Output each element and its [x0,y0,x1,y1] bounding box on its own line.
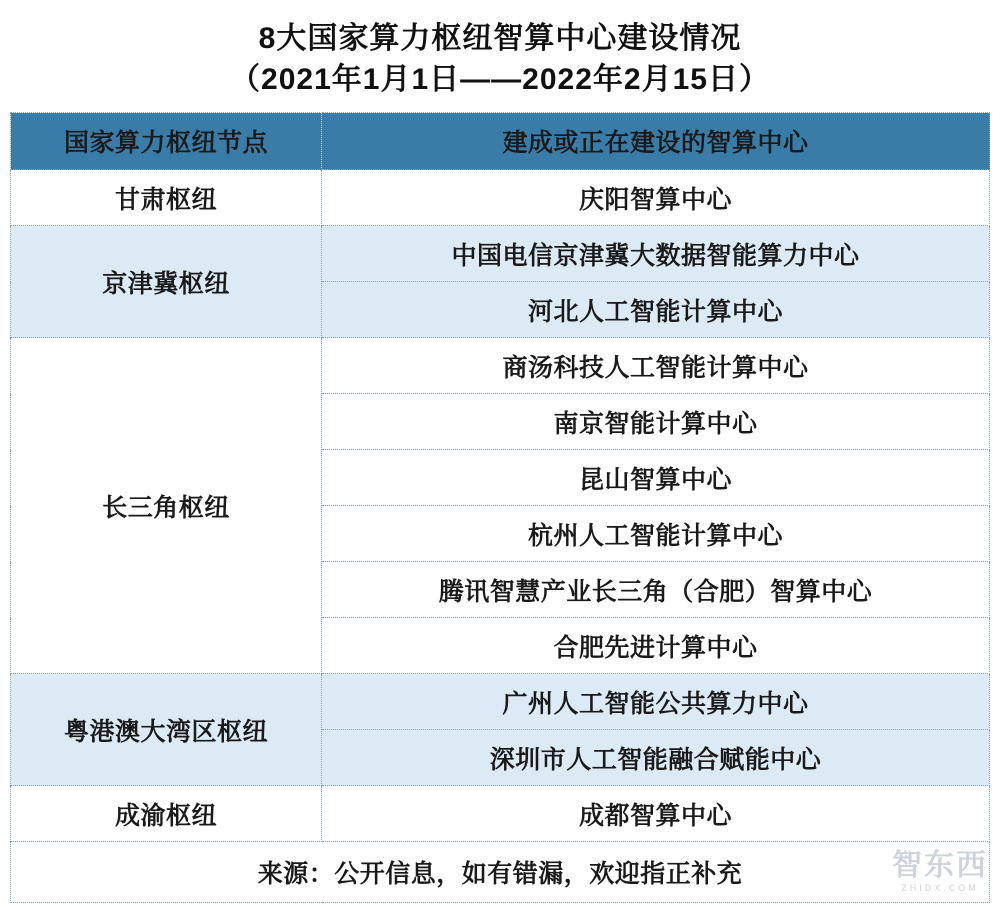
node-cell-gansu: 甘肃枢纽 [11,170,322,226]
center-cell: 中国电信京津冀大数据智能算力中心 [322,226,990,282]
center-cell: 腾讯智慧产业长三角（合肥）智算中心 [322,562,990,618]
table-body [11,170,990,903]
title-line-1: 8大国家算力枢纽智算中心建设情况 [258,22,742,55]
center-cell: 南京智能计算中心 [322,394,990,450]
center-cell: 深圳市人工智能融合赋能中心 [322,730,990,786]
center-cell: 商汤科技人工智能计算中心 [322,338,990,394]
center-cell: 庆阳智算中心 [322,170,990,226]
column-header-node: 国家算力枢纽节点 [11,113,322,170]
table-source-row [11,842,990,903]
node-cell-chengyu: 成渝枢纽 [11,786,322,842]
title-line-2: （2021年1月1日——2022年2月15日） [230,63,770,96]
center-cell: 杭州人工智能计算中心 [322,506,990,562]
node-cell-yangtze-delta: 长三角枢纽 [11,338,322,674]
column-header-center: 建成或正在建设的智算中心 [322,113,990,170]
table-row [11,170,990,226]
source-note: 来源：公开信息，如有错漏，欢迎指正补充 [11,842,990,903]
center-cell: 广州人工智能公共算力中心 [322,674,990,730]
smart-computing-center-table [10,112,990,903]
center-cell: 成都智算中心 [322,786,990,842]
table-row [11,226,990,282]
center-cell: 河北人工智能计算中心 [322,282,990,338]
table-header-row [11,113,990,170]
brand-logo-text: 智东西 [892,849,988,882]
node-cell-greater-bay-area: 粤港澳大湾区枢纽 [11,674,322,786]
page-title [0,0,1000,100]
table-row [11,674,990,730]
table-header [11,113,990,170]
node-cell-jingjinji: 京津冀枢纽 [11,226,322,338]
center-cell: 合肥先进计算中心 [322,618,990,674]
table-row [11,786,990,842]
brand-logo-subtext: ZHIDX.COM [901,883,979,893]
table-row [11,338,990,394]
center-cell: 昆山智算中心 [322,450,990,506]
